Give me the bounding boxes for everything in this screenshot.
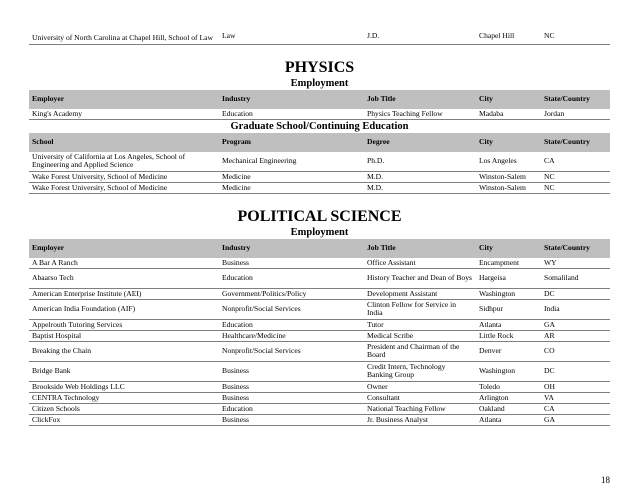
cell: GA [541,414,610,425]
cell: Jordan [541,109,610,120]
cell: Somaliland [541,268,610,288]
table-row [29,341,610,361]
cell: Education [219,319,364,330]
cell: Office Assistant [364,258,476,269]
col-header-job-title: Job Title [364,239,476,258]
cell: AR [541,330,610,341]
cell: Chapel Hill [476,0,541,44]
cell: Medicine [219,171,364,182]
cell: GA [541,319,610,330]
cell: Atlanta [476,414,541,425]
cell: Madaba [476,109,541,120]
cell: University of North Carolina at Chapel Hill, School of Law [29,0,219,44]
cell: Business [219,414,364,425]
cell: DC [541,288,610,299]
cell: Business [219,258,364,269]
table-row [29,330,610,341]
cell: Winston-Salem [476,171,541,182]
cell: Brookside Web Holdings LLC [29,381,219,392]
cell: M.D. [364,171,476,182]
table-row [29,182,610,193]
cell: President and Chairman of the Board [364,341,476,361]
physics-title: PHYSICS [284,58,355,76]
cell: Tutor [364,319,476,330]
table-row [29,171,610,182]
cell: Hargeisa [476,268,541,288]
cell: India [541,299,610,319]
col-header-city: City [476,90,541,109]
header-row [29,90,610,109]
cell: DC [541,361,610,381]
cell: A Bar A Ranch [29,258,219,269]
cell: Los Angeles [476,152,541,172]
cell: Physics Teaching Fellow [364,109,476,120]
table-row [29,288,610,299]
physics-employment-subtitle: Employment [290,77,349,89]
cell: Owner [364,381,476,392]
table-row [29,299,610,319]
cell: Arlington [476,392,541,403]
table-row [29,152,610,172]
cell: Healthcare/Medicine [219,330,364,341]
table-row [29,403,610,414]
header-row [29,239,610,258]
table-row [29,414,610,425]
col-header-program: Program [219,133,364,152]
cell: Education [219,403,364,414]
table-row [29,109,610,120]
cell: Medical Scribe [364,330,476,341]
cell: Washington [476,288,541,299]
page-number: 18 [601,475,610,485]
cell: NC [541,171,610,182]
cell: CA [541,403,610,414]
table-row [29,381,610,392]
col-header-city: City [476,239,541,258]
cell: King's Academy [29,109,219,120]
cell: Nonprofit/Social Services [219,299,364,319]
cell: CO [541,341,610,361]
cell: Little Rock [476,330,541,341]
polisci-employment-subtitle: Employment [290,226,349,238]
cell: NC [541,0,610,44]
cell: Bridge Bank [29,361,219,381]
cell: Jr. Business Analyst [364,414,476,425]
cell: Baptist Hospital [29,330,219,341]
cell: National Teaching Fellow [364,403,476,414]
table-row [29,268,610,288]
cell: Wake Forest University, School of Medicine [29,182,219,193]
col-header-industry: Industry [219,90,364,109]
col-header-school: School [29,133,219,152]
cell: Business [219,361,364,381]
col-header-employer: Employer [29,239,219,258]
cell: Oakland [476,403,541,414]
cell: Medicine [219,182,364,193]
cell: Wake Forest University, School of Medicine [29,171,219,182]
top-table [29,0,610,45]
cell: Consultant [364,392,476,403]
cell: NC [541,182,610,193]
col-header-state: State/Country [541,90,610,109]
col-header-degree: Degree [364,133,476,152]
cell: Appelrouth Tutoring Services [29,319,219,330]
cell: American India Foundation (AIF) [29,299,219,319]
cell: Government/Politics/Policy [219,288,364,299]
polisci-title: POLITICAL SCIENCE [237,207,402,225]
table-row [29,319,610,330]
cell: Sidhpur [476,299,541,319]
polisci-employment-table [29,239,610,426]
cell: Abaarso Tech [29,268,219,288]
cell: Credit Intern, Technology Banking Group [364,361,476,381]
cell: CENTRA Technology [29,392,219,403]
cell: J.D. [364,0,476,44]
cell: Business [219,392,364,403]
cell: Citizen Schools [29,403,219,414]
cell: Ph.D. [364,152,476,172]
table-row [29,392,610,403]
document-page [29,0,610,426]
cell: Law [219,0,364,44]
table-row [29,361,610,381]
col-header-industry: Industry [219,239,364,258]
cell: Winston-Salem [476,182,541,193]
cell: Clinton Fellow for Service in India [364,299,476,319]
header-row [29,133,610,152]
cell: Denver [476,341,541,361]
physics-grad-subtitle: Graduate School/Continuing Education [230,120,409,132]
col-header-state: State/Country [541,239,610,258]
col-header-employer: Employer [29,90,219,109]
col-header-city: City [476,133,541,152]
cell: Education [219,109,364,120]
cell: American Enterprise Institute (AEI) [29,288,219,299]
col-header-state: State/Country [541,133,610,152]
cell: VA [541,392,610,403]
cell: Washington [476,361,541,381]
physics-grad-table [29,133,610,194]
table-row [29,0,610,44]
cell: Atlanta [476,319,541,330]
cell: ClickFox [29,414,219,425]
table-row [29,258,610,269]
col-header-job-title: Job Title [364,90,476,109]
physics-employment-table [29,90,610,120]
cell: OH [541,381,610,392]
cell: Development Assistant [364,288,476,299]
cell: Business [219,381,364,392]
cell: WY [541,258,610,269]
cell: M.D. [364,182,476,193]
cell: Mechanical Engineering [219,152,364,172]
cell: Toledo [476,381,541,392]
cell: History Teacher and Dean of Boys [364,268,476,288]
cell: Encampment [476,258,541,269]
cell: University of California at Los Angeles, School of Engineering and Applied Science [29,152,219,172]
cell: CA [541,152,610,172]
cell: Nonprofit/Social Services [219,341,364,361]
cell: Breaking the Chain [29,341,219,361]
cell: Education [219,268,364,288]
